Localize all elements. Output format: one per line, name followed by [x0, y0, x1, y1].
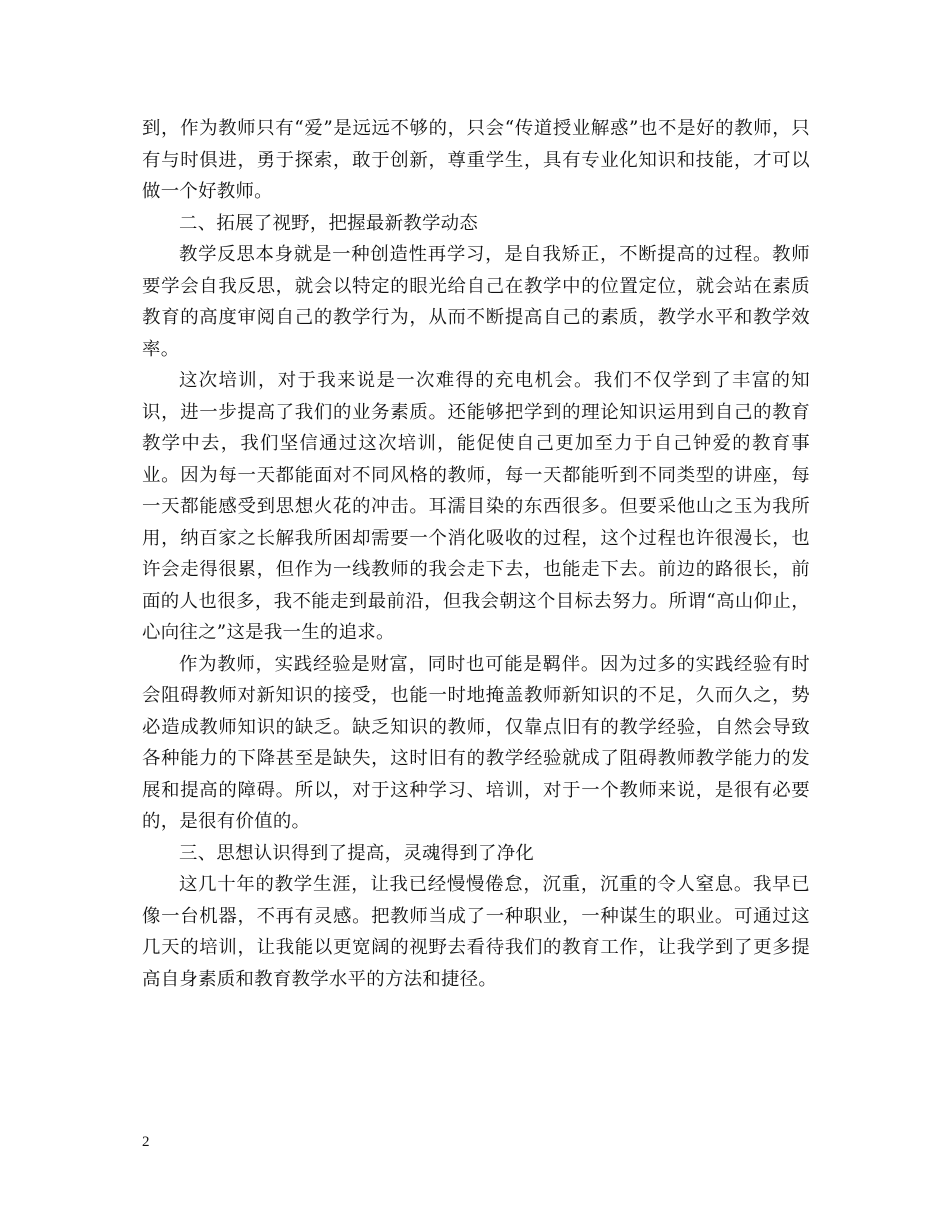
document-body — [142, 113, 810, 995]
paragraph-reflection: 教学反思本身就是一种创造性再学习，是自我矫正，不断提高的过程。教师要学会自我反思，就会以特定的眼光给自己在教学中的位置定位，就会站在素质教育的高度审阅自己的教学行为，从而不断提高自己的素质，教学水平和教学效率。 — [142, 244, 810, 360]
paragraph-continuation: 到，作为教师只有“爱”是远远不够的，只会“传道授业解惑”也不是好的教师，只有与时俱进，勇于探索，敢于创新，尊重学生，具有专业化知识和技能，才可以做一个好教师。 — [142, 118, 810, 202]
section-heading-two: 二、拓展了视野，把握最新教学动态 — [179, 212, 479, 234]
paragraph-career: 这几十年的教学生涯，让我已经慢慢倦怠，沉重，沉重的令人窒息。我早已像一台机器，不再有灵感。把教师当成了一种职业，一种谋生的职业。可通过这几天的培训，让我能以更宽阔的视野去看待我们的教育工作，让我学到了更多提高自身素质和教育教学水平的方法和捷径。 — [142, 874, 810, 990]
page-number: 2 — [142, 1134, 150, 1150]
section-heading-three: 三、思想认识得到了提高，灵魂得到了净化 — [179, 842, 535, 864]
paragraph-training: 这次培训，对于我来说是一次难得的充电机会。我们不仅学到了丰富的知识，进一步提高了我们的业务素质。还能够把学到的理论知识运用到自己的教育教学中去，我们坚信通过这次培训，能促使自己更加至力于自己钟爱的教育事业。因为每一天都能面对不同风格的教师，每一天都能听到不同类型的讲座，每一天都能感受到思想火花的冲击。耳濡目染的东西很多。但要采他山之玉为我所用，纳百家之长解我所困却需要一个消化吸收的过程，这个过程也许很漫长，也许会走得很累，但作为一线教师的我会走下去，也能走下去。前边的路很长，前面的人也很多，我不能走到最前沿，但我会朝这个目标去努力。所谓“高山仰止，心向往之”这是我一生的追求。 — [142, 370, 810, 643]
paragraph-experience: 作为教师，实践经验是财富，同时也可能是羁伴。因为过多的实践经验有时会阻碍教师对新知识的接受，也能一时地掩盖教师新知识的不足，久而久之，势必造成教师知识的缺乏。缺乏知识的教师，仅靠点旧有的教学经验，自然会导致各种能力的下降甚至是缺失，这时旧有的教学经验就成了阻碍教师教学能力的发展和提高的障碍。所以，对于这种学习、培训，对于一个教师来说，是很有必要的，是很有价值的。 — [142, 653, 810, 832]
